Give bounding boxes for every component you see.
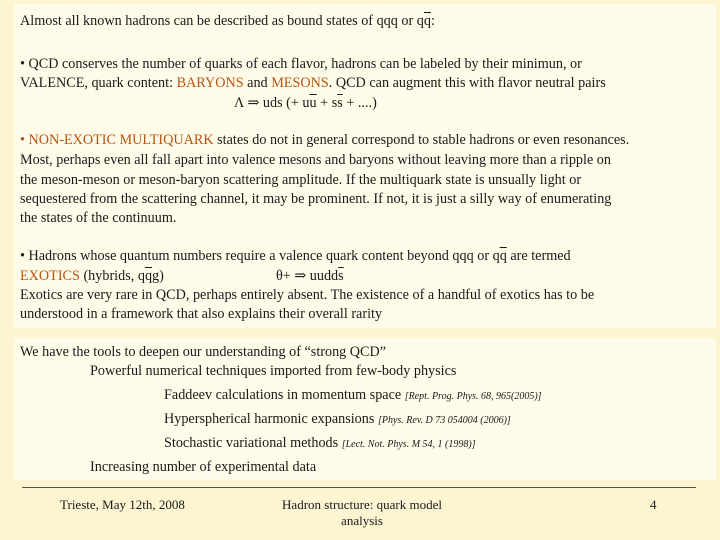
p3-line2 — [20, 267, 164, 285]
p3-line3: Exotics are very rare in QCD, perhaps entirely absent. The existence of a handful of exotics has to be — [20, 287, 595, 303]
p3-line4: understood in a framework that also explains their overall rarity — [20, 306, 383, 322]
theta-a: θ+ ⇒ uudd — [276, 268, 339, 284]
footer-title-line2: analysis — [341, 513, 383, 528]
p2-line1 — [20, 131, 629, 149]
p2-line2: Most, perhaps even all fall apart into valence mesons and baryons without leaving more than a ripple on — [20, 152, 611, 168]
p3-line1 — [20, 247, 571, 265]
p2-line3: the meson-meson or meson-baryon scattering amplitude. If the multiquark state is unsually light or — [20, 172, 582, 188]
p1-bullet: • QCD conserves the number of quarks of each flavor, hadrons can be labeled by their minimun, or — [20, 56, 582, 72]
intro-qbar: $\overline{q}$ — [423, 13, 431, 29]
footer-title-line1: Hadron structure: quark model — [282, 497, 442, 512]
method-item-hyperspherical — [164, 410, 511, 430]
theta-sbar: $\overline{s}$ — [338, 268, 344, 284]
p2-line5: the states of the continuum. — [20, 210, 177, 226]
p2-line4: sequestered from the scattering channel, it may be prominent. If not, it is just a silly way of enumerating — [20, 191, 612, 207]
method-item-stochastic — [164, 434, 476, 454]
method-text: Hyperspherical harmonic expansions — [164, 411, 378, 427]
non-exotic-label: • NON-EXOTIC MULTIQUARK — [20, 132, 214, 148]
theta-formula — [276, 267, 344, 285]
formula-sbar: $\overline{s}$ — [337, 95, 343, 111]
page-number: 4 — [650, 497, 657, 512]
formula-a: Λ ⇒ uds (+ u — [234, 95, 310, 111]
intro-colon: : — [430, 13, 435, 29]
hybrids-b: g) — [152, 268, 164, 284]
p1-line2-a: VALENCE, quark content: — [20, 75, 177, 91]
p3-line1-b: are termed — [506, 248, 571, 264]
content-box-bottom — [14, 338, 716, 480]
method-item-faddeev — [164, 386, 542, 406]
footer-date: Trieste, May 12th, 2008 — [60, 497, 185, 512]
mesons-label: MESONS — [271, 75, 329, 91]
hybrids-a: (hybrids, q — [79, 268, 145, 284]
formula-ubar: $\overline{u}$ — [309, 95, 317, 111]
hybrids-qbar: $\overline{q}$ — [144, 268, 153, 284]
techniques-line: Powerful numerical techniques imported from few-body physics — [90, 363, 457, 379]
footer-title — [262, 497, 462, 529]
method-citation: [Lect. Not. Phys. M 54, 1 (1998)] — [341, 439, 476, 450]
content-box-top — [14, 4, 716, 328]
experimental-line: Increasing number of experimental data — [90, 459, 317, 475]
tools-line: We have the tools to deepen our understanding of “strong QCD” — [20, 344, 387, 360]
footer-divider — [22, 487, 696, 488]
baryons-label: BARYONS — [176, 75, 244, 91]
method-citation: [Rept. Prog. Phys. 68, 965(2005)] — [404, 391, 542, 402]
p3-line1-a: • Hadrons whose quantum numbers require a valence quark content beyond qqq or q — [20, 248, 500, 264]
p2-rest: states do not in general correspond to stable hadrons or even resonances. — [213, 132, 630, 148]
intro-line — [20, 12, 435, 30]
p1-and: and — [243, 75, 272, 91]
formula-b: + s — [316, 95, 338, 111]
p3-qbar: $\overline{q}$ — [499, 248, 507, 264]
p1-line2 — [20, 74, 606, 92]
method-text: Stochastic variational methods — [164, 435, 342, 451]
exotics-label: EXOTICS — [20, 268, 80, 284]
method-text: Faddeev calculations in momentum space — [164, 387, 405, 403]
method-citation: [Phys. Rev. D 73 054004 (2006)] — [377, 415, 511, 426]
intro-text: Almost all known hadrons can be described as bound states of qqq or q — [20, 13, 424, 29]
p1-line2-b: . QCD can augment this with flavor neutral pairs — [328, 75, 606, 91]
formula-c: + ....) — [342, 95, 377, 111]
lambda-formula — [234, 94, 377, 112]
